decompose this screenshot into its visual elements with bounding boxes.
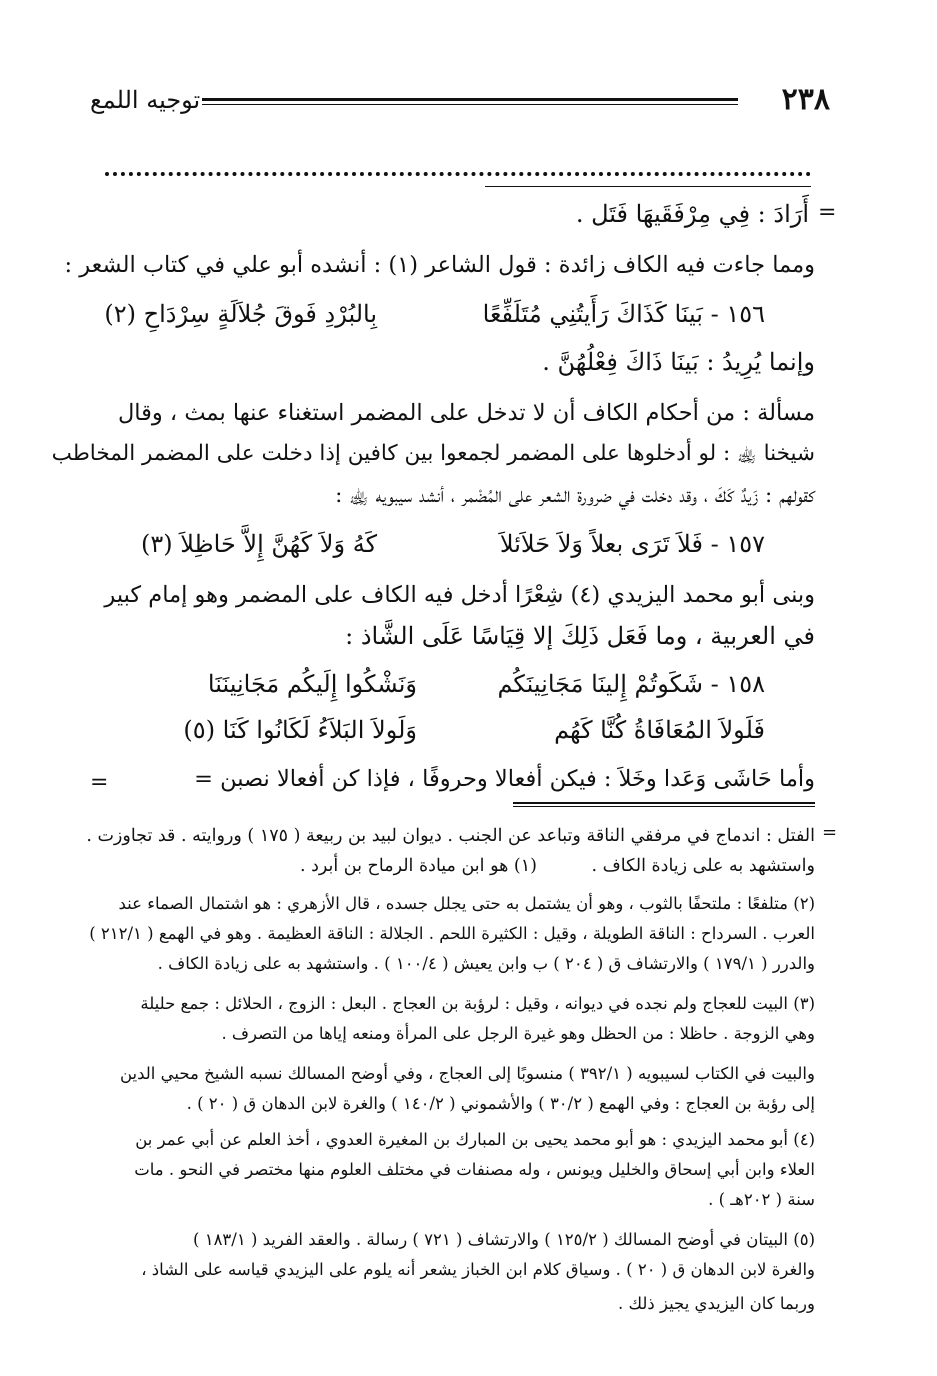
text-line: وبنى أبو محمد اليزيدي (٤) شِعْرًا أدخل فيه الكاف على المضمر وهو إمام كبير xyxy=(104,582,815,608)
footnote-line: سنة ( ٢٠٢هـ ) . xyxy=(708,1190,815,1209)
continuation-marker-end: = xyxy=(90,770,109,795)
dotted-separator xyxy=(105,172,811,176)
page-number: ٢٣٨ xyxy=(781,82,830,117)
footnote-4: (٤) أبو محمد اليزيدي : هو أبو محمد يحيى بن المبارك بن المغيرة العدوي ، أخذ العلم عن أبي عمر بن xyxy=(135,1130,815,1149)
verse-158-hemistich-2: وَنَشْكُوا إِلَيكُم مَجَانِينَنَا xyxy=(207,670,417,698)
running-title: توجيه اللمع xyxy=(90,86,201,114)
footnote-line: والغرة لابن الدهان ق ( ٢٠ ) . وسياق كلام ابن الخباز يشعر أنه يلوم على اليزيدي قياسه على الشاذ ، xyxy=(141,1260,815,1279)
text-line: وإنما يُرِيدُ : بَينَا ذَاكَ فِعْلُهُنَّ . xyxy=(542,348,815,376)
text-line: شيخنا ﵀ : لو أدخلوها على المضمر لجمعوا بين كافين إذا دخلت على المضمر المخاطب xyxy=(51,441,815,466)
footnote-line: العلاء وابن أبي إسحاق والخليل ويونس ، وله مصنفات في مختلف العلوم منها مختصر في النحو . مات xyxy=(134,1160,815,1179)
verse-157-hemistich-2: كَهُ وَلاَ كَهُنَّ إِلاَّ حَاظِلاَ (٣) xyxy=(140,530,377,558)
text-line: وأما حَاشَى وَعَدا وخَلاَ : فيكن أفعالا وحروفًا ، فإذا كن أفعالا نصبن = xyxy=(194,766,815,792)
footnote-3: (٣) البيت للعجاج ولم نجده في ديوانه ، وقيل : لرؤبة بن العجاج . البعل : الزوج ، الحلائل : جمع حليلة xyxy=(140,994,815,1013)
text-line: في العربية ، وما فَعَل ذَلِكَ إلا قِيَاسًا عَلَى الشَّاذ : xyxy=(345,622,815,650)
footnote-rule-thin xyxy=(513,806,815,807)
verse-156-hemistich-2: بِالبُرْدِ فَوقَ جُلاَلَةٍ سِرْدَاحِ (٢) xyxy=(104,300,377,328)
text-line: مسألة : من أحكام الكاف أن لا تدخل على المضمر استغناء عنها بمث ، وقال xyxy=(117,400,815,426)
footnote-5: (٥) البيتان في أوضح المسالك ( ١٢٥/٢ ) والارتشاف ( ٧٢١ ) رسالة . والعقد الفريد ( ١٨٣/١ ) xyxy=(193,1230,815,1249)
continuation-marker: = xyxy=(818,200,837,225)
verse-158b-hemistich-2: وَلَولاَ البَلاَءُ لَكَانُوا كَنَا (٥) xyxy=(183,716,417,744)
footnote-continuation-marker: = xyxy=(822,822,838,843)
footnote-line: وربما كان اليزيدي يجيز ذلك . xyxy=(617,1294,815,1313)
footnote-1: (١) هو ابن ميادة الرماح بن أبرد . xyxy=(299,856,537,876)
page-header xyxy=(90,82,830,122)
separator-rule xyxy=(485,186,811,187)
header-rule xyxy=(202,98,738,101)
footnote-line: والبيت في الكتاب لسيبويه ( ٣٩٢/١ ) منسوبًا إلى العجاج ، وفي أوضح المسالك نسبه الشيخ محيي الدين xyxy=(119,1064,815,1083)
verse-158b-hemistich-1: فَلَولاَ المُعَافَاةُ كُنَّا كَهُم xyxy=(554,716,765,744)
verse-158-hemistich-1: ١٥٨ - شَكَوتُمْ إِلينَا مَجَانِينَكُم xyxy=(497,670,765,698)
footnote-line: العرب . السرداح : الناقة الطويلة ، وقيل : الكثيرة اللحم . الجلالة : الناقة العظيمة . وهو في الهمع ( ٢١٢/١ ) xyxy=(89,924,815,943)
footnote-line: إلى رؤبة بن العجاج : وفي الهمع ( ٣٠/٢ ) والأشموني ( ١٤٠/٢ ) والغرة لابن الدهان ق ( ٢٠ ) . xyxy=(186,1094,815,1113)
verse-156-hemistich-1: ١٥٦ - بَينَا كَذَاكَ رَأَيتُنِي مُتَلَفِّعًا xyxy=(482,300,765,328)
text-line: ومما جاءت فيه الكاف زائدة : قول الشاعر (١) : أنشده أبو علي في كتاب الشعر : xyxy=(64,252,815,278)
header-rule-thin xyxy=(202,104,738,105)
text-line: كقولهم : زَيدٌ كَكَ ، وقد دخلت في ضرورة الشعر على المُضْمر ، أنشد سيبويه ﵀ : xyxy=(335,483,815,508)
footnote-line: وهي الزوجة . حاظلا : من الحظل وهو غيرة الرجل على المرأة ومنعه إياها من التصرف . xyxy=(221,1024,815,1043)
verse-157-hemistich-1: ١٥٧ - فَلاَ تَرَى بعلاً وَلاَ حَلاَئلاَ xyxy=(499,530,765,558)
footnote-2: (٢) متلفعًا : ملتحفًا بالثوب ، وهو أن يشتمل به حتى يجلل جسده ، قال الأزهري : هو اشتمال الصماء عند xyxy=(118,894,815,913)
footnote-line: والدرر ( ١٧٩/١ ) والارتشاف ق ( ٢٠٤ ) ب وابن يعيش ( ١٠٠/٤ ) . واستشهد به على زيادة الكاف . xyxy=(157,954,815,973)
footnote-rule xyxy=(513,802,815,804)
footnote-line: الفتل : اندماج في مرفقي الناقة وتباعد عن الجنب . ديوان لبيد بن ربيعة ( ١٧٥ ) وروايته . قد تجاوزت . xyxy=(86,826,815,846)
footnote-line: واستشهد به على زيادة الكاف . xyxy=(591,856,815,876)
text-line: أَرَادَ : فِي مِرْفَقَيهَا فَتَل . xyxy=(575,200,809,228)
